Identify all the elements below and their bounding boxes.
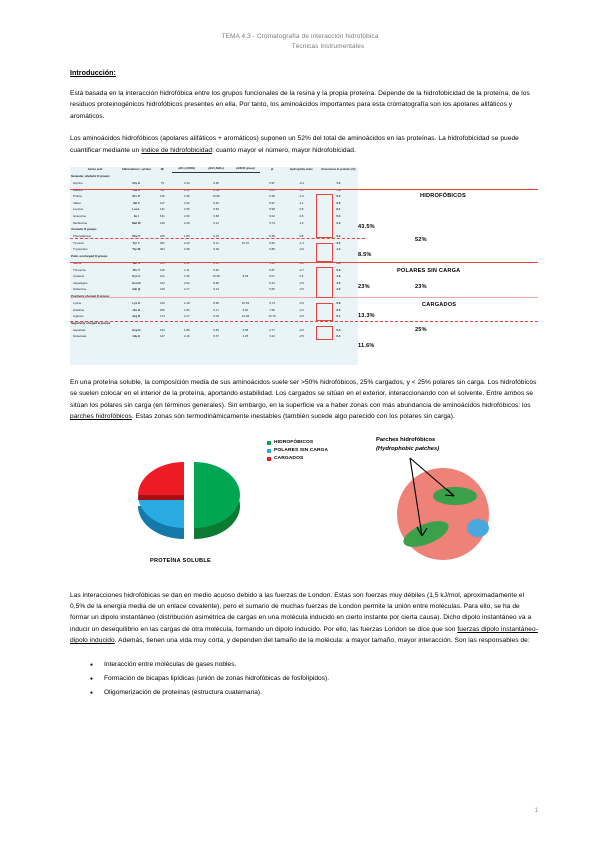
annotation-hidrofobicos: HIDROFÓBICOS <box>420 193 466 200</box>
occ-box-negativos <box>316 326 333 340</box>
table-cell: 9.60 <box>213 181 219 186</box>
table-cell <box>231 180 260 187</box>
table-cell: 5.1 <box>336 314 341 319</box>
table-cell: 9.13 <box>213 287 219 292</box>
table-cell: 9.04 <box>213 314 219 319</box>
table-cell: 1.83 <box>183 234 190 239</box>
table-cell: 2.36 <box>183 207 190 212</box>
table-cell <box>231 279 260 286</box>
table-cell <box>231 286 260 293</box>
table-cell: Cys C <box>132 274 141 279</box>
legend-label-cargados: CARGADOS <box>274 456 304 462</box>
paragraph-2-part-a: Los aminoácidos hidrofóbicos (apolares alifáticos + aromáticos) suponen un 52% del total de aminoácidos en las proteínas. La hidrofobicidad se puede cuantificar mediante un <box>70 135 519 154</box>
table-row <box>70 300 358 307</box>
table-cell: 8.80 <box>213 280 219 285</box>
table-cell: -3.9 <box>298 300 304 305</box>
table-cell: 6.6 <box>336 200 341 205</box>
table-cell: 10.96 <box>212 194 220 199</box>
table-row <box>70 306 358 313</box>
table-cell: 2.38 <box>183 247 190 252</box>
annotation-pct-hidrofobicos: 52% <box>415 237 427 244</box>
table-cell: 9.21 <box>213 220 219 225</box>
table-cell: Val V <box>132 200 140 205</box>
patches-svg <box>366 452 538 582</box>
table-cell: 9.11 <box>213 240 219 245</box>
table-cell: Arg R <box>132 314 141 319</box>
table-cell: 10.07 <box>241 240 250 245</box>
table-cell: 146 <box>159 300 165 305</box>
table-cell: -0.9 <box>298 247 304 252</box>
table-cell: 5.3 <box>336 214 341 218</box>
table-cell <box>231 200 260 207</box>
link-fuerzas-dipolo: fuerzas dipolo instantáneo-dipolo inducido <box>70 625 538 645</box>
hydrophobic-patches-figure <box>366 434 538 580</box>
table-cell: 2.32 <box>183 200 190 205</box>
table-cell: Pro P <box>132 194 141 199</box>
list-item: ● Interacción entre moléculas de gases nobles. <box>104 658 538 672</box>
table-cell: 4.3 <box>336 280 341 285</box>
table-cell: 5.74 <box>269 220 275 225</box>
table-row <box>70 313 358 320</box>
table-cell: Phe F <box>132 234 141 239</box>
list-item: ● Formación de bicapas lipídicas (unión de zonas hidrofóbicas de fosfolípidos). <box>104 672 538 686</box>
table-cell: 131 <box>159 207 165 212</box>
table-cell: 121 <box>159 274 165 279</box>
table-cell: 2.3 <box>336 307 341 312</box>
table-cell: -0.7 <box>298 267 304 272</box>
table-cell: 133 <box>159 327 165 332</box>
table-row <box>70 213 358 220</box>
table-cell: 9.60 <box>213 207 219 212</box>
amino-acid-table <box>70 167 358 340</box>
table-cell: 204 <box>159 247 165 252</box>
table-cell: 4.25 <box>242 334 249 339</box>
table-cell: 3.65 <box>242 327 249 332</box>
table-cell: Valine <box>73 200 81 205</box>
table-cell: Leu L <box>132 207 141 212</box>
table-cell: 9.67 <box>213 334 219 339</box>
table-cell: 8.18 <box>242 274 249 279</box>
table-cell: Glycine <box>73 181 83 186</box>
table-group-label: Aromatic R groups <box>71 227 97 232</box>
annotation-pct-alifaticos: 43.5% <box>358 224 375 231</box>
annotation-polares-sin-carga: POLARES SIN CARGA <box>397 268 461 275</box>
rule-polares-end <box>70 297 538 298</box>
table-cell: 5.41 <box>269 280 275 285</box>
table-cell: 7.59 <box>269 307 275 312</box>
table-row <box>70 193 358 200</box>
table-cell: -0.4 <box>298 181 304 186</box>
table-row <box>70 279 358 286</box>
table-cell: 5.9 <box>336 267 341 272</box>
table-row <box>70 273 358 280</box>
table-cell: 9.60 <box>213 327 219 332</box>
table-cell: Met M <box>132 220 141 225</box>
table-cell: 1.4 <box>336 247 341 252</box>
table-cell: 5.65 <box>269 287 275 292</box>
table-cell: 4.5 <box>299 214 304 218</box>
table-cell: Phenylalanine <box>73 234 92 239</box>
pie-chart-caption: PROTEÍNA SOLUBLE <box>150 557 211 564</box>
table-cell: 9.39 <box>213 247 219 252</box>
table-row <box>70 246 358 253</box>
table-cell: Glutamine <box>73 287 87 292</box>
table-cell: 5.07 <box>269 274 275 279</box>
table-cell: 3.2 <box>336 240 341 245</box>
table-row <box>70 333 358 340</box>
rule-top <box>70 189 538 190</box>
table-cell: 1.9 <box>299 220 304 225</box>
table-group-label: Polar, uncharged R groups <box>71 254 108 259</box>
table-cell: 9.62 <box>213 200 219 205</box>
pie-chart-svg <box>98 434 278 559</box>
table-cell: 149 <box>159 220 165 225</box>
table-cell: Tyr Y <box>132 240 140 245</box>
legend-label-hidrofobicos: HIDROFÓBICOS <box>274 439 314 445</box>
table-cell: 115 <box>160 194 165 199</box>
table-cell: 5.48 <box>269 234 275 239</box>
table-cell: -3.5 <box>298 287 304 292</box>
patches-title-en: (Hydrophobic patches) <box>376 445 440 452</box>
table-cell: 9.74 <box>269 300 275 305</box>
annotation-cargados: CARGADOS <box>422 302 457 309</box>
paragraph-3 <box>70 377 538 423</box>
paragraph-2-part-b: : cuanto mayor el número, mayor hidrofobicidad. <box>212 146 356 154</box>
table-cell: -3.5 <box>298 334 304 339</box>
table-cell: 12.48 <box>241 314 250 319</box>
table-cell <box>231 193 260 200</box>
th-pk2: pK2 (-NH3+) <box>201 167 230 173</box>
table-cell: 3.22 <box>269 334 275 339</box>
patch-ellipse-top <box>433 487 477 505</box>
table-cell: Arginine <box>73 314 84 319</box>
table-group-row <box>70 173 358 180</box>
amino-acid-table-image <box>70 167 358 365</box>
table-group-row <box>70 226 358 233</box>
table-cell: 5.87 <box>269 267 275 272</box>
table-cell: Lysine <box>73 300 82 305</box>
table-cell: 2.19 <box>183 334 190 339</box>
table-cell: 155 <box>159 307 165 312</box>
table-cell <box>231 246 260 253</box>
table-row <box>70 219 358 226</box>
paragraph-3-part-b: . Estas zonas son termodinámicamente inestables (también sucede algo parecido con los polares sin carga). <box>131 413 455 421</box>
amino-acid-table-body <box>70 173 358 340</box>
legend-item-polares <box>267 447 328 455</box>
table-cell: Gly G <box>132 181 141 186</box>
table-cell: Proline <box>73 194 82 199</box>
table-group-row <box>70 253 358 260</box>
table-cell: -4.5 <box>298 314 304 319</box>
annotation-pct-positivos: 13.3% <box>358 313 375 320</box>
table-cell: -1.6 <box>298 194 304 199</box>
legend-swatch-polares <box>267 449 271 453</box>
table-cell: Cysteine <box>73 274 85 279</box>
table-row <box>70 266 358 273</box>
th-pkr: pKR (R group) <box>231 167 260 173</box>
header-line-2: Técnicas Instrumentales <box>291 43 365 50</box>
table-cell: 5.66 <box>269 240 275 245</box>
table-cell: 10.28 <box>212 274 220 279</box>
paragraph-3-part-a: En una proteína soluble, la composición media de sus aminoácidos suele ser >50% hidrofóbicos, 25% cargados, y < 25% polares sin carga. Los hidrofóbicos se suelen colocar en el interior de la proteína, aportando estabilidad. Los cargados se sitúan en el exterior, interaccionando con el solvente. Entre ambos se sitúan los polares sin carga (en términos generales). Sin embargo, en la superficie va a haber zonas con más abundancia de aminoácidos hidrofóbicos: los <box>70 379 537 409</box>
paragraph-4 <box>70 590 538 647</box>
table-cell: 132 <box>159 280 165 285</box>
table-cell: 10.76 <box>268 314 276 319</box>
table-cell: 5.97 <box>269 181 275 186</box>
table-cell: 147 <box>159 334 165 339</box>
table-cell: 1.9 <box>336 274 341 279</box>
table-cell: 117 <box>160 200 165 205</box>
occ-box-aromaticos <box>316 243 333 262</box>
table-cell: 9.62 <box>213 267 219 272</box>
th-mr: Mr <box>160 167 164 171</box>
table-cell: Gln Q <box>132 287 141 292</box>
table-cell <box>231 206 260 213</box>
table-cell: 2.17 <box>183 314 190 319</box>
polar-ellipse <box>467 519 489 537</box>
th-pi: pI <box>270 167 274 171</box>
table-cell: 10.53 <box>241 300 250 305</box>
paragraph-2 <box>70 133 538 156</box>
table-cell: 2.18 <box>183 300 190 305</box>
table-cell: 2.02 <box>183 280 190 285</box>
annotation-pct-polares-total: 23% <box>415 284 427 291</box>
table-cell: Asp D <box>132 327 141 332</box>
table-cell: Asparagine <box>73 280 88 285</box>
patches-title-es: Parches hidrofóbicos <box>376 436 436 443</box>
table-cell: Tryptophan <box>73 247 88 252</box>
table-group-label: Negatively charged R groups <box>71 320 111 325</box>
legend-swatch-hidrofobicos <box>267 441 271 445</box>
table-cell: 9.13 <box>213 234 219 239</box>
figures-row <box>70 434 538 580</box>
bullet-list <box>70 658 538 700</box>
table-cell: 7.2 <box>336 181 341 186</box>
legend-item-cargados <box>267 455 328 463</box>
annotation-pct-negativos: 11.6% <box>358 343 375 350</box>
table-cell: 2.17 <box>183 287 190 292</box>
table-row <box>70 206 358 213</box>
dashed-positivos <box>70 321 538 322</box>
amino-acid-table-figure <box>70 167 538 365</box>
pie-slice-cargados <box>138 462 184 495</box>
table-cell: 5.97 <box>269 200 275 205</box>
pie-chart-legend <box>267 439 328 464</box>
table-cell <box>231 213 260 220</box>
header-line-1: TEMA 4.3 - Cromatografía de interacción hidrofóbica <box>221 33 379 40</box>
table-cell: 3.9 <box>336 234 341 239</box>
table-cell: 181 <box>159 240 165 245</box>
paragraph-4-part-b: . Además, tienen una vida muy corta, y dependen del tamaño de la molécula: a mayor tamaño, mayor interacción. Son las responsables de: <box>114 637 530 645</box>
table-cell: 6.02 <box>269 214 275 218</box>
table-cell: 146 <box>159 287 165 292</box>
table-group-label: Nonpolar, aliphatic R groups <box>71 174 110 179</box>
table-row <box>70 200 358 207</box>
annotation-pct-polares: 23% <box>358 284 370 291</box>
table-cell: Histidine <box>73 307 85 312</box>
th-abbrev: Abbreviations; symbol <box>121 167 151 171</box>
table-cell: Tyrosine <box>73 240 84 245</box>
legend-label-polares: POLARES SIN CARGA <box>274 447 329 453</box>
table-row <box>70 326 358 333</box>
legend-item-hidrofobicos <box>267 439 328 447</box>
paragraph-4-part-a: Las interacciones hidrofóbicas se dan en medio acuoso debido a las fuerzas de London. Estas son fuerzas muy débiles (1,5 kJ/mol, aproximadamente el 0,5% de la energía media de un enlace covalente), pero el sumario de muchas fuerzas de London permite la unión entre moléculas. Para ello, se ha de formar un dipolo instantáneo (distribución asimétrica de cargas en una molécula inducido en cierto instante por cierta causa). Dicho dipolo instantáneo va a inducir un desequilibrio en las cargas de otra molécula, formando un dipolo inducido. Por ello, las fuerzas London se dice que son <box>70 591 532 633</box>
table-cell: Thr T <box>132 267 140 272</box>
table-cell: Trp W <box>132 247 141 252</box>
annotation-pct-aromaticos: 8.5% <box>358 252 372 259</box>
table-cell: 6.48 <box>269 194 275 199</box>
table-cell: -3.2 <box>298 307 304 312</box>
table-cell: 2.5 <box>299 274 304 279</box>
table-cell: 5.2 <box>336 194 341 199</box>
table-cell: 9.68 <box>213 214 219 218</box>
table-cell: 1.99 <box>183 194 190 199</box>
table-cell: 2.77 <box>269 327 275 332</box>
table-cell: 2.3 <box>336 220 341 225</box>
table-cell: 5.89 <box>269 247 275 252</box>
legend-swatch-cargados <box>267 457 271 461</box>
table-cell: 2.11 <box>184 267 190 272</box>
table-cell: Lys K <box>132 300 141 305</box>
table-cell: Aspartate <box>73 327 86 332</box>
document-header <box>0 32 600 52</box>
table-cell: Ile I <box>133 214 139 218</box>
table-cell: 8.95 <box>213 300 219 305</box>
table-row <box>70 286 358 293</box>
table-cell: 2.36 <box>183 214 190 218</box>
table-cell: Asn N <box>132 280 141 285</box>
list-item: ● Oligomerización de proteínas (estructura cuaternaria). <box>104 686 538 700</box>
table-cell: Leucine <box>73 207 84 212</box>
table-cell: -3.5 <box>298 327 304 332</box>
table-cell <box>231 266 260 273</box>
paragraph-1: Está basada en la interacción hidrofóbica entre los grupos funcionales de la resina y la propia proteína. Depende de la hidrofobicidad de la proteína, de los residuos proteinogénicos hidrofóbicos presentes en ella. Por tanto, los aminoácidos importantes para esta cromatografía son los apolares alifáticos y aromáticos. <box>70 90 530 120</box>
th-occurrence: Occurrence in proteins (%) <box>321 167 356 171</box>
link-indice-hidrofobicidad: índice de hidrofobicidad <box>141 146 213 154</box>
link-parches-hidrofobicos: parches hidrofóbicos <box>70 413 132 421</box>
table-cell: 5.9 <box>336 300 341 305</box>
table-cell: 2.20 <box>183 240 190 245</box>
table-cell: 5.3 <box>336 327 341 332</box>
page-content <box>70 68 538 700</box>
section-heading-introduccion: Introducción: <box>70 68 116 77</box>
table-cell: -1.3 <box>298 240 304 245</box>
th-pk1: pK1 (-COOH) <box>172 167 201 173</box>
table-cell: 4.2 <box>336 287 341 292</box>
table-cell: 1.96 <box>183 274 190 279</box>
table-cell: 5.98 <box>269 207 275 212</box>
table-cell: Methionine <box>73 220 88 225</box>
table-cell: 2.8 <box>299 234 304 239</box>
table-cell: 75 <box>160 181 164 186</box>
table-cell: 6.00 <box>242 307 249 312</box>
table-cell: 1.82 <box>183 307 190 312</box>
table-row <box>70 240 358 247</box>
table-cell <box>231 219 260 226</box>
table-cell: Glutamate <box>73 334 87 339</box>
table-cell: Glu E <box>132 334 141 339</box>
th-hydropathy: Hydropathy index <box>290 167 313 171</box>
dashed-alifaticos <box>70 238 365 239</box>
table-cell: -3.5 <box>298 280 304 285</box>
table-cell: 174 <box>159 314 165 319</box>
table-cell: Threonine <box>73 267 87 272</box>
table-cell: 165 <box>159 234 165 239</box>
annotation-pct-cargados-total: 25% <box>415 327 427 334</box>
table-cell: 6.3 <box>336 334 341 339</box>
table-cell: 1.88 <box>183 327 190 332</box>
rule-aromaticos-end <box>70 262 538 263</box>
occ-box-polares <box>316 267 333 298</box>
table-cell: 9.1 <box>336 207 341 212</box>
page-number: 1 <box>534 808 538 814</box>
table-cell: 2.28 <box>183 220 190 225</box>
table-row <box>70 180 358 187</box>
table-cell: His H <box>132 307 140 312</box>
table-cell: 4.2 <box>299 200 304 205</box>
occ-box-alifaticos <box>316 194 333 238</box>
table-cell: Isoleucine <box>73 214 87 218</box>
table-cell: 119 <box>160 267 165 272</box>
pie-chart <box>98 434 278 580</box>
table-cell: 3.8 <box>299 207 304 212</box>
occ-box-positivos <box>316 303 333 321</box>
table-cell: 2.34 <box>183 181 190 186</box>
table-cell: 9.17 <box>213 307 219 312</box>
th-amino-acid: Amino acid <box>87 167 103 171</box>
table-cell: 131 <box>159 214 165 218</box>
